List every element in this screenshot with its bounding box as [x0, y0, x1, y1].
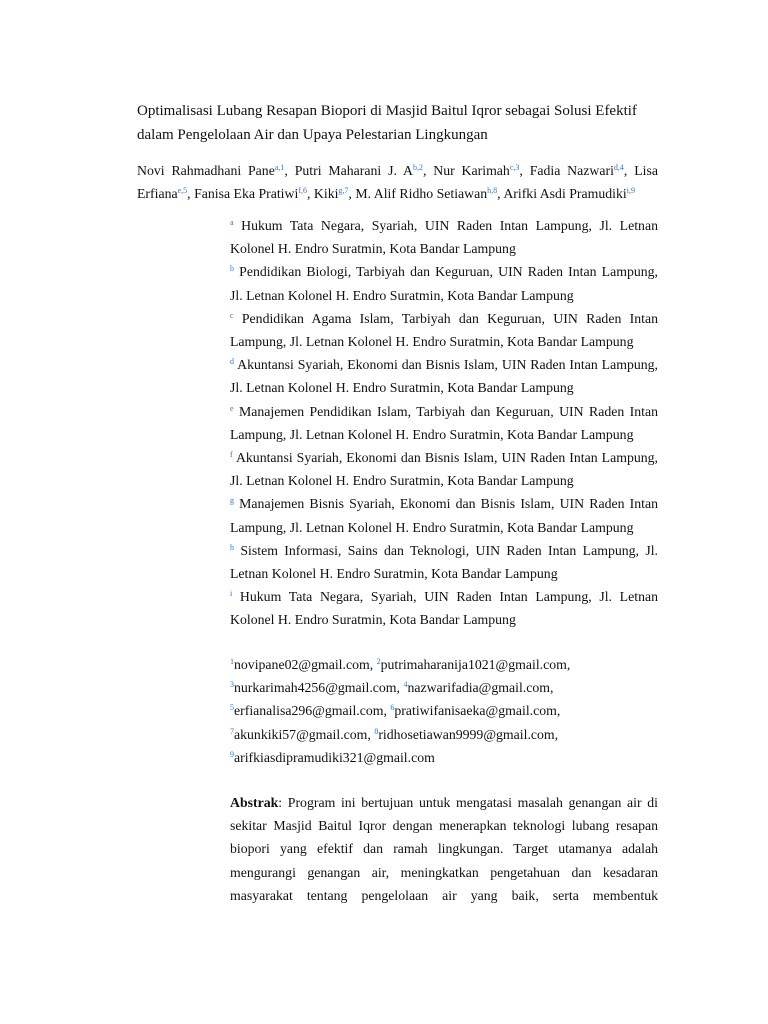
email-address[interactable]: akunkiki57@gmail.com	[234, 726, 368, 742]
affiliation-marker: g	[230, 496, 234, 506]
affiliation-text: Manajemen Bisnis Syariah, Ekonomi dan Bisnis Islam, UIN Raden Intan Lampung, Jl. Letnan Kolonel H. Endro Suratmin, Kota Bandar Lampung	[230, 496, 658, 535]
email-line: $^3$nurkarimah4256@gmail.com, $^4$nazwarifadia@gmail.com,	[230, 680, 554, 696]
email-address[interactable]: putrimaharanija1021@gmail.com	[380, 657, 567, 672]
affiliation-marker: i	[230, 589, 233, 599]
author-marker: e,5	[177, 186, 188, 195]
author-name: Kiki	[313, 186, 339, 201]
abstract-text: : Program ini bertujuan untuk mengatasi masalah genangan air di sekitar Masjid Baitul Iqror dengan menerapkan teknologi lubang resapan biopori yang efektif dan ramah lingkungan. Target utamanya adalah mengurangi genangan air, meningkatkan pengetahuan dan kesadaran masyarakat tentang pengelolaan air yang baik, serta membentuk	[230, 795, 658, 903]
affiliation-item	[230, 400, 658, 446]
author-name: Nur Karimah	[433, 163, 510, 178]
affiliation-marker: d	[230, 357, 234, 367]
author-name: Arifki Asdi Pramudiki	[503, 186, 627, 201]
affiliation-text: Manajemen Pendidikan Islam, Tarbiyah dan Keguruan, UIN Raden Intan Lampung, Jl. Letnan Kolonel H. Endro Suratmin, Kota Bandar Lampung	[230, 403, 658, 442]
affiliation-marker: f	[230, 450, 233, 460]
email-line	[230, 746, 658, 769]
author-marker: c,3	[509, 163, 520, 172]
affiliation-marker: h	[230, 542, 234, 552]
author-name: Fadia Nazwari	[529, 163, 614, 178]
abstract-label: Abstrak	[230, 795, 279, 810]
email-address[interactable]: arifkiasdipramudiki321@gmail.com	[234, 749, 435, 765]
author-name: Fanisa Eka Pratiwi	[194, 186, 299, 201]
email-address[interactable]: pratiwifanisaeka@gmail.com	[394, 703, 557, 719]
author-marker: f,6	[298, 186, 307, 195]
author-marker: a,1	[274, 163, 285, 172]
author-marker: i,9	[626, 186, 635, 195]
author-name: M. Alif Ridho Setiawan	[355, 186, 488, 201]
affiliation-list	[230, 214, 658, 632]
affiliation-text: Akuntansi Syariah, Ekonomi dan Bisnis Islam, UIN Raden Intan Lampung, Jl. Letnan Kolonel H. Endro Suratmin, Kota Bandar Lampung	[230, 357, 658, 396]
affiliation-marker: b	[230, 264, 234, 274]
affiliation-text: Hukum Tata Negara, Syariah, UIN Raden Intan Lampung, Jl. Letnan Kolonel H. Endro Suratmin, Kota Bandar Lampung	[230, 589, 658, 628]
email-marker: 1	[230, 657, 234, 666]
email-address[interactable]: novipane02@gmail.com	[234, 657, 370, 672]
email-marker: 6	[390, 703, 395, 713]
affiliation-marker: e	[230, 403, 234, 413]
affiliation-text: Pendidikan Agama Islam, Tarbiyah dan Keguruan, UIN Raden Intan Lampung, Jl. Letnan Kolonel H. Endro Suratmin, Kota Bandar Lampung	[230, 310, 659, 350]
affiliation-item	[230, 585, 658, 631]
author-marker: h,8	[487, 186, 498, 195]
abstract	[230, 791, 658, 907]
affiliation-text: Sistem Informasi, Sains dan Teknologi, UIN Raden Intan Lampung, Jl. Letnan Kolonel H. Endro Suratmin, Kota Bandar Lampung	[230, 542, 658, 582]
author-marker: b,2	[412, 163, 423, 172]
affiliation-marker: a	[230, 218, 234, 227]
author-marker: g,7	[338, 186, 349, 195]
author-marker: d,4	[613, 163, 624, 172]
affiliation-text: Pendidikan Biologi, Tarbiyah dan Keguruan, UIN Raden Intan Lampung, Jl. Letnan Kolonel H. Endro Suratmin, Kota Bandar Lampung	[230, 264, 658, 303]
author-name: Lisa Erfiana	[137, 163, 658, 201]
affiliation-marker: c	[230, 310, 234, 320]
affiliation-item	[230, 307, 658, 353]
email-marker: 9	[230, 749, 234, 759]
affiliation-item	[230, 214, 658, 260]
affiliation-item	[230, 539, 658, 585]
email-list	[230, 653, 658, 769]
affiliation-text: Akuntansi Syariah, Ekonomi dan Bisnis Islam, UIN Raden Intan Lampung, Jl. Letnan Kolonel H. Endro Suratmin, Kota Bandar Lampung	[230, 450, 658, 489]
affiliation-item	[230, 492, 658, 538]
email-line: $^7$akunkiki57@gmail.com, $^8$ridhosetiawan9999@gmail.com,	[230, 726, 559, 742]
affiliation-text: Hukum Tata Negara, Syariah, UIN Raden Intan Lampung, Jl. Letnan Kolonel H. Endro Suratmin, Kota Bandar Lampung	[230, 218, 658, 257]
affiliation-item	[230, 353, 658, 399]
email-marker: 8	[374, 726, 379, 736]
email-address[interactable]: nazwarifadia@gmail.com	[407, 680, 551, 696]
affiliation-item	[230, 260, 658, 306]
author-name: Novi Rahmadhani Pane	[137, 163, 275, 178]
affiliation-item	[230, 446, 658, 492]
email-marker: 7	[230, 726, 234, 736]
email-marker: 3	[230, 680, 234, 690]
email-address[interactable]: ridhosetiawan9999@gmail.com	[378, 726, 555, 742]
author-name: Putri Maharani J. A	[294, 163, 413, 178]
email-marker: 2	[376, 657, 381, 666]
email-line: $^1$novipane02@gmail.com, $^2$putrimaharanija1021@gmail.com,	[230, 657, 571, 672]
email-marker: 4	[403, 680, 408, 690]
email-address[interactable]: erfianalisa296@gmail.com	[234, 703, 384, 719]
author-list: Novi Rahmadhani Pane$^{a,1}$, Putri Maharani J. A$^{b,2}$, Nur Karimah$^{c,3}$, Fadia Nazwari$^{d,4}$, Lisa Erfiana$^{e,5}$, Fanisa Eka Pratiwi$^{f,6}$, Kiki$^{g,7}$, M. Alif Ridho Setiawan$^{h,8}$, Arifki Asdi Pramudiki$^{i,9}$	[137, 163, 658, 201]
email-line: $^5$erfianalisa296@gmail.com, $^6$pratiwifanisaeka@gmail.com,	[230, 703, 561, 719]
paper-title: Optimalisasi Lubang Resapan Biopori di Masjid Baitul Iqror sebagai Solusi Efektif dalam Pengelolaan Air dan Upaya Pelestarian Lingkungan	[137, 103, 637, 143]
email-address[interactable]: nurkarimah4256@gmail.com	[234, 680, 397, 696]
email-marker: 5	[230, 703, 234, 713]
